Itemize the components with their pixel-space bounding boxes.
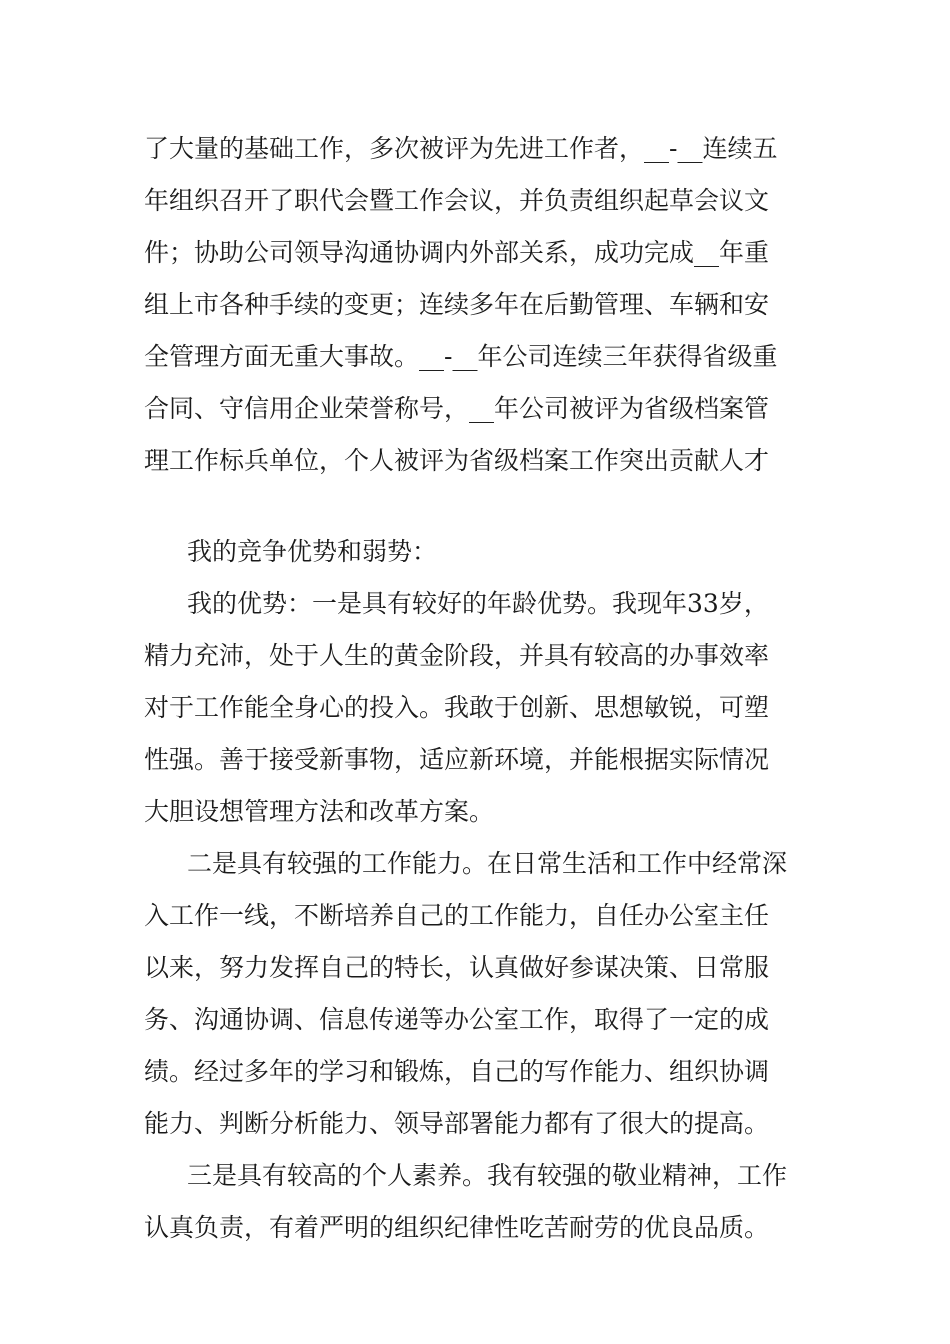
- text-line: 件；协助公司领导沟通协调内外部关系，成功完成__年重: [144, 238, 770, 267]
- text-line: 组上市各种手续的变更；连续多年在后勤管理、车辆和安: [144, 290, 770, 319]
- text-line: 合同、守信用企业荣誉称号，__年公司被评为省级档案管: [144, 394, 770, 423]
- text-line: 精力充沛，处于人生的黄金阶段，并具有较高的办事效率: [144, 641, 770, 670]
- text-line: 了大量的基础工作，多次被评为先进工作者，__-__连续五: [144, 134, 778, 163]
- paragraph-first-line: 三是具有较高的个人素养。我有较强的敬业精神，工作: [187, 1161, 788, 1190]
- text-line: 对于工作能全身心的投入。我敢于创新、思想敏锐，可塑: [144, 693, 770, 722]
- text-line: 能力、判断分析能力、领导部署能力都有了很大的提高。: [144, 1109, 770, 1138]
- text-line: 理工作标兵单位，个人被评为省级档案工作突出贡献人才: [144, 446, 770, 475]
- text-line: 性强。善于接受新事物，适应新环境，并能根据实际情况: [144, 745, 770, 774]
- text-line: 以来，努力发挥自己的特长，认真做好参谋决策、日常服: [144, 953, 770, 982]
- text-line: 入工作一线，不断培养自己的工作能力，自任办公室主任: [144, 901, 770, 930]
- section-heading: 我的竞争优势和弱势：: [187, 537, 438, 566]
- text-line: 年组织召开了职代会暨工作会议，并负责组织起草会议文: [144, 186, 770, 215]
- text-line: 绩。经过多年的学习和锻炼，自己的写作能力、组织协调: [144, 1057, 770, 1086]
- paragraph-first-line: 二是具有较强的工作能力。在日常生活和工作中经常深: [187, 849, 788, 878]
- text-line: 认真负责，有着严明的组织纪律性吃苦耐劳的优良品质。: [144, 1213, 770, 1242]
- paragraph-first-line: 我的优势：一是具有较好的年龄优势。我现年33岁，: [187, 589, 769, 618]
- text-line: 大胆设想管理方法和改革方案。: [144, 797, 495, 826]
- text-line: 全管理方面无重大事故。__-__年公司连续三年获得省级重: [144, 342, 778, 371]
- text-line: 务、沟通协调、信息传递等办公室工作，取得了一定的成: [144, 1005, 770, 1034]
